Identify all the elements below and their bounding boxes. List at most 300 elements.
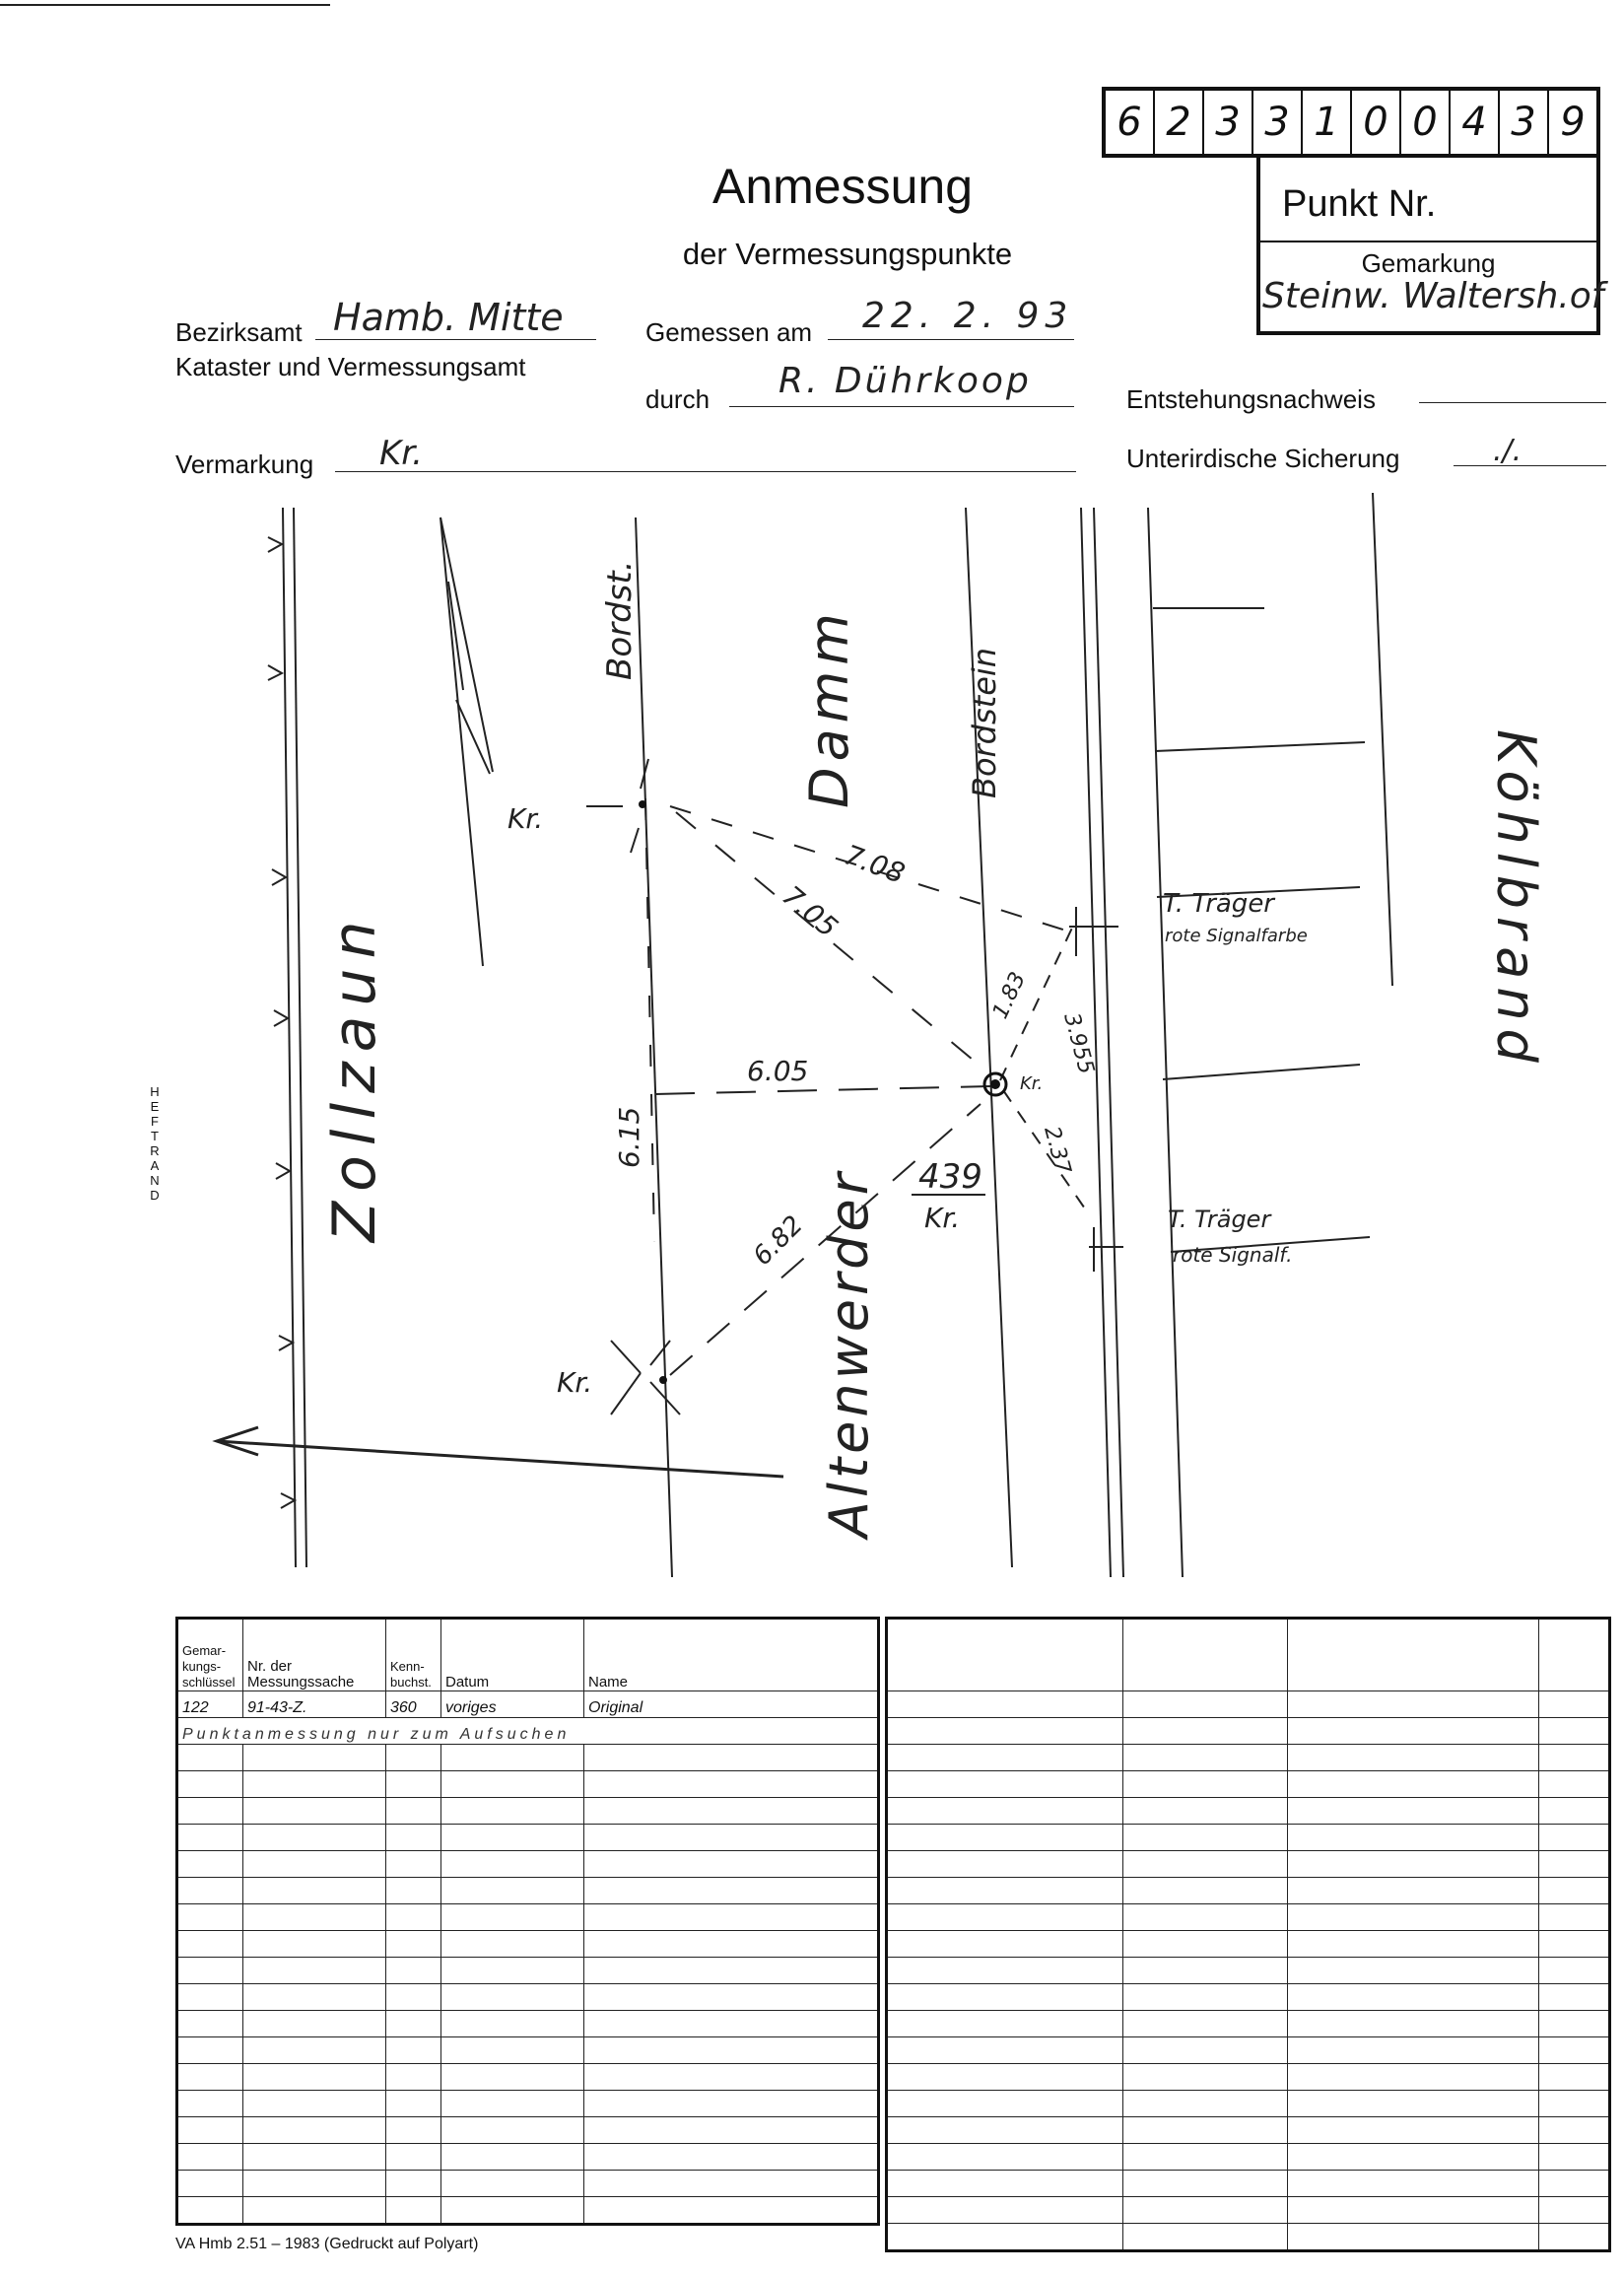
empty-cell <box>1539 1878 1610 1904</box>
empty-cell <box>441 2011 584 2037</box>
empty-cell <box>887 2091 1123 2117</box>
table-row <box>177 1691 879 1718</box>
empty-cell <box>386 1798 441 1825</box>
empty-cell <box>243 2011 386 2037</box>
empty-cell <box>243 1958 386 1984</box>
table-row <box>177 1718 879 1745</box>
table-row <box>887 2144 1610 2171</box>
empty-cell <box>887 1691 1123 1718</box>
empty-cell <box>243 2144 386 2171</box>
table-row <box>887 1691 1610 1718</box>
digit: 3 <box>1204 91 1253 154</box>
gemessen-label: Gemessen am <box>645 317 813 347</box>
empty-cell <box>1288 1851 1539 1878</box>
empty-cell <box>1539 1984 1610 2011</box>
empty-cell <box>584 2197 879 2225</box>
empty-cell <box>177 1798 243 1825</box>
fence-marker <box>279 1336 293 1350</box>
empty-cell <box>1539 1825 1610 1851</box>
empty-cell <box>887 2011 1123 2037</box>
table-row <box>887 2064 1610 2091</box>
kataster-label: Kataster und Vermessungsamt <box>175 352 526 381</box>
label-bordstein: Bordstein <box>966 647 1003 798</box>
empty-cell <box>1123 2144 1288 2171</box>
empty-cell <box>887 1958 1123 1984</box>
table-header-row <box>177 1619 879 1691</box>
table-row <box>887 1745 1610 1771</box>
empty-cell <box>441 2117 584 2144</box>
empty-cell <box>1123 1798 1288 1825</box>
table-row <box>887 1931 1610 1958</box>
empty-cell <box>1539 2064 1610 2091</box>
ledger-table-right <box>885 1617 1611 2252</box>
vermarkung-value: Kr. <box>379 434 423 473</box>
empty-cell <box>1123 2064 1288 2091</box>
empty-cell <box>243 1798 386 1825</box>
empty-cell <box>1288 2224 1539 2251</box>
table-row <box>887 1771 1610 1798</box>
label-damm: Damm <box>798 607 860 808</box>
table-row <box>177 1904 879 1931</box>
empty-cell <box>177 1745 243 1771</box>
empty-cell <box>243 2064 386 2091</box>
gemessen-line <box>828 339 1074 340</box>
empty-cell <box>1123 1691 1288 1718</box>
empty-cell <box>441 1878 584 1904</box>
empty-cell <box>386 1825 441 1851</box>
digit: 0 <box>1352 91 1401 154</box>
empty-cell <box>386 2171 441 2197</box>
quay-line <box>1094 508 1123 1577</box>
empty-cell <box>887 2224 1123 2251</box>
survey-sketch <box>0 493 1624 1597</box>
table-row <box>887 2091 1610 2117</box>
distance: 6.82 <box>747 1209 809 1272</box>
empty-cell <box>887 2171 1123 2197</box>
entstehung-line <box>1419 402 1606 403</box>
empty-cell <box>887 1745 1123 1771</box>
distance: 3.955 <box>1058 1010 1099 1077</box>
table-row <box>887 1825 1610 1851</box>
label-altenwerder: Altenwerder <box>818 1169 880 1538</box>
sicherung-line <box>1454 465 1606 466</box>
table-row <box>177 1825 879 1851</box>
cell: voriges <box>441 1691 584 1718</box>
table-row <box>177 2197 879 2225</box>
bezirksamt-value: Hamb. Mitte <box>333 296 564 339</box>
empty-cell <box>1288 1984 1539 2011</box>
empty-cell <box>584 1798 879 1825</box>
empty-cell <box>177 2011 243 2037</box>
empty-cell <box>177 2037 243 2064</box>
empty-cell <box>1539 1771 1610 1798</box>
distance: 6.15 <box>613 1106 645 1168</box>
empty-cell <box>584 1958 879 1984</box>
table-row <box>887 2171 1610 2197</box>
fence-line <box>294 508 306 1567</box>
empty-cell <box>1123 1771 1288 1798</box>
empty-cell <box>1539 1691 1610 1718</box>
empty-cell <box>1123 1904 1288 1931</box>
empty-cell <box>1288 1745 1539 1771</box>
empty-cell <box>243 2117 386 2144</box>
digit: 4 <box>1451 91 1500 154</box>
empty-cell <box>1539 1745 1610 1771</box>
empty-cell <box>887 2064 1123 2091</box>
quay-line <box>1373 493 1392 986</box>
table-row <box>177 1958 879 1984</box>
empty-cell <box>584 2037 879 2064</box>
digit: 1 <box>1303 91 1352 154</box>
cell: 91-43-Z. <box>243 1691 386 1718</box>
empty-cell <box>1123 1825 1288 1851</box>
empty-cell <box>386 1745 441 1771</box>
empty-cell <box>887 1851 1123 1878</box>
table-row <box>887 1984 1610 2011</box>
empty-cell <box>1539 2171 1610 2197</box>
empty-cell <box>441 2197 584 2225</box>
page-title: Anmessung <box>711 159 974 214</box>
north-arrow-line <box>440 518 483 966</box>
vermarkung-label: Vermarkung <box>175 449 314 479</box>
empty-cell <box>887 1771 1123 1798</box>
empty-cell <box>243 1771 386 1798</box>
label-bordst: Bordst. <box>600 560 640 680</box>
empty-cell <box>177 1904 243 1931</box>
empty-cell <box>243 1878 386 1904</box>
empty-cell <box>243 1851 386 1878</box>
table-row <box>887 2037 1610 2064</box>
label-zollzaun: Zollzaun <box>320 911 389 1242</box>
table-row <box>887 1958 1610 1984</box>
empty-cell <box>1288 1798 1539 1825</box>
table-row <box>177 1771 879 1798</box>
empty-cell <box>386 1878 441 1904</box>
empty-cell <box>386 1904 441 1931</box>
fence-marker <box>268 537 282 552</box>
empty-cell <box>1539 1931 1610 1958</box>
bezirksamt-label: Bezirksamt <box>175 317 303 347</box>
table-row <box>177 2011 879 2037</box>
table-row <box>177 1745 879 1771</box>
cell: 122 <box>177 1691 243 1718</box>
table-row <box>887 2011 1610 2037</box>
empty-cell <box>584 1878 879 1904</box>
table-row <box>177 1984 879 2011</box>
empty-cell <box>243 2197 386 2225</box>
table-header-row <box>887 1619 1610 1691</box>
table-row <box>887 1851 1610 1878</box>
fence-marker <box>281 1493 295 1508</box>
table-row <box>177 2171 879 2197</box>
cell: Original <box>584 1691 879 1718</box>
empty-cell <box>1539 1958 1610 1984</box>
table-row <box>887 1878 1610 1904</box>
empty-cell <box>584 1745 879 1771</box>
empty-cell <box>386 2064 441 2091</box>
empty-cell <box>1123 1931 1288 1958</box>
empty-cell <box>386 2037 441 2064</box>
empty-cell <box>177 1958 243 1984</box>
fence-marker <box>268 665 282 680</box>
table-row <box>177 1878 879 1904</box>
curb-line <box>636 518 672 1577</box>
empty-cell <box>1123 2197 1288 2224</box>
heftrand-label: HEFTRAND <box>150 1084 160 1203</box>
empty-cell <box>1539 2144 1610 2171</box>
empty-cell <box>887 2037 1123 2064</box>
divider <box>1260 241 1596 242</box>
durch-value: R. Dührkoop <box>778 361 1032 401</box>
table-row <box>177 1851 879 1878</box>
empty-cell <box>441 2037 584 2064</box>
empty-cell <box>584 2144 879 2171</box>
ledger-table-left <box>175 1617 880 2226</box>
digit: 3 <box>1500 91 1549 154</box>
empty-cell <box>243 1825 386 1851</box>
empty-cell <box>441 1745 584 1771</box>
empty-cell <box>887 1904 1123 1931</box>
table-row <box>177 2064 879 2091</box>
empty-cell <box>1288 1931 1539 1958</box>
empty-cell <box>441 1771 584 1798</box>
empty-cell <box>243 1984 386 2011</box>
gemarkung-value: Steinw. Waltersh.of <box>1262 276 1604 316</box>
header-cell: Name <box>584 1619 879 1691</box>
empty-cell <box>1288 2064 1539 2091</box>
point-number-box <box>1102 87 1600 158</box>
empty-cell <box>441 2171 584 2197</box>
empty-cell <box>1288 1691 1539 1718</box>
empty-cell <box>1123 2091 1288 2117</box>
empty-cell <box>887 1798 1123 1825</box>
empty-cell <box>177 1931 243 1958</box>
empty-cell <box>887 1825 1123 1851</box>
empty-cell <box>243 1904 386 1931</box>
entstehung-label: Entstehungsnachweis <box>1126 384 1376 414</box>
traeger-label: T. Träger <box>1168 1206 1271 1233</box>
empty-cell <box>177 1851 243 1878</box>
empty-cell <box>887 2197 1123 2224</box>
label-kr-bottom: Kr. <box>557 1366 593 1399</box>
empty-cell <box>386 1931 441 1958</box>
empty-cell <box>441 2091 584 2117</box>
header-cell: Datum <box>441 1619 584 1691</box>
empty-cell <box>584 1984 879 2011</box>
empty-cell <box>1123 2011 1288 2037</box>
empty-cell <box>584 1931 879 1958</box>
punkt-label: Punkt Nr. <box>1282 183 1437 225</box>
fence-marker <box>272 869 286 885</box>
empty-cell <box>584 2171 879 2197</box>
empty-cell <box>1288 1771 1539 1798</box>
page-subtitle: der Vermessungspunkte <box>682 237 1013 271</box>
header-cell: Nr. der Messungssache <box>243 1619 386 1691</box>
empty-cell <box>177 2144 243 2171</box>
cell: 360 <box>386 1691 441 1718</box>
distance: 2.37 <box>1039 1124 1076 1177</box>
empty-cell <box>441 1958 584 1984</box>
empty-cell <box>441 1904 584 1931</box>
durch-line <box>729 406 1074 407</box>
empty-cell <box>1539 1798 1610 1825</box>
empty-cell <box>887 1878 1123 1904</box>
sicherung-label: Unterirdische Sicherung <box>1126 444 1400 473</box>
table-row <box>177 2091 879 2117</box>
empty-cell <box>386 1771 441 1798</box>
empty-cell <box>1288 1825 1539 1851</box>
gemarkung-label: Gemarkung <box>1361 248 1496 278</box>
empty-cell <box>1123 1718 1288 1745</box>
empty-cell <box>243 2171 386 2197</box>
table-row <box>887 2117 1610 2144</box>
empty-cell <box>386 2117 441 2144</box>
sicherung-value: ./. <box>1493 434 1522 468</box>
survey-point <box>659 1376 667 1384</box>
empty-cell <box>1288 2011 1539 2037</box>
empty-cell <box>441 2064 584 2091</box>
empty-cell <box>386 2197 441 2225</box>
empty-cell <box>177 1771 243 1798</box>
empty-cell <box>887 1931 1123 1958</box>
distance: 7.05 <box>776 879 845 944</box>
empty-cell <box>1123 2037 1288 2064</box>
quay-line <box>1148 508 1183 1577</box>
empty-cell <box>1123 1958 1288 1984</box>
empty-cell <box>441 1798 584 1825</box>
empty-cell <box>177 2171 243 2197</box>
empty-cell <box>441 1851 584 1878</box>
empty-cell <box>243 2037 386 2064</box>
empty-cell <box>584 2091 879 2117</box>
empty-cell <box>177 1878 243 1904</box>
empty-cell <box>1123 2224 1288 2251</box>
empty-cell <box>386 2011 441 2037</box>
survey-point <box>639 800 646 808</box>
table-row <box>177 2037 879 2064</box>
empty-cell <box>1539 1851 1610 1878</box>
signal-label: rote Signalf. <box>1173 1243 1293 1267</box>
table-row <box>887 1718 1610 1745</box>
empty-cell <box>177 1984 243 2011</box>
empty-cell <box>1539 2224 1610 2251</box>
footer-note: VA Hmb 2.51 – 1983 (Gedruckt auf Polyart) <box>175 2236 479 2252</box>
point-label: 439 <box>918 1157 982 1197</box>
empty-cell <box>1539 2037 1610 2064</box>
distance: 6.05 <box>747 1055 809 1087</box>
empty-cell <box>584 2117 879 2144</box>
empty-cell <box>1539 1904 1610 1931</box>
empty-cell <box>441 2144 584 2171</box>
fence-marker <box>276 1163 290 1179</box>
empty-cell <box>1123 1851 1288 1878</box>
empty-cell <box>1288 2171 1539 2197</box>
empty-cell <box>177 2064 243 2091</box>
empty-cell <box>1123 1878 1288 1904</box>
empty-cell <box>1123 1984 1288 2011</box>
empty-cell <box>243 2091 386 2117</box>
distance: 7.08 <box>840 838 910 890</box>
empty-cell <box>386 1984 441 2011</box>
empty-cell <box>584 1851 879 1878</box>
empty-cell <box>1288 2091 1539 2117</box>
empty-cell <box>1539 2197 1610 2224</box>
traeger-label: T. Träger <box>1163 889 1275 919</box>
empty-cell <box>177 1825 243 1851</box>
digit: 3 <box>1253 91 1303 154</box>
table-row <box>887 1798 1610 1825</box>
empty-cell <box>584 2011 879 2037</box>
empty-cell <box>1288 2117 1539 2144</box>
empty-cell <box>441 1984 584 2011</box>
table-row <box>177 2117 879 2144</box>
scan-mark <box>0 4 330 6</box>
label-kr-top: Kr. <box>508 802 544 835</box>
empty-cell <box>386 1851 441 1878</box>
empty-cell <box>1123 2117 1288 2144</box>
gemessen-value: 22. 2. 93 <box>862 296 1074 336</box>
empty-cell <box>887 2144 1123 2171</box>
measure-line <box>676 812 990 1074</box>
empty-cell <box>1539 1718 1610 1745</box>
empty-cell <box>584 1825 879 1851</box>
signal-label: rote Signalfarbe <box>1165 926 1308 946</box>
empty-cell <box>1288 2144 1539 2171</box>
empty-cell <box>386 1958 441 1984</box>
empty-cell <box>1288 2197 1539 2224</box>
label-kr-center: Kr. <box>1020 1073 1044 1094</box>
digit: 0 <box>1401 91 1451 154</box>
table-row <box>887 1904 1610 1931</box>
empty-cell <box>887 1984 1123 2011</box>
empty-cell <box>887 2117 1123 2144</box>
table-row <box>177 1931 879 1958</box>
empty-cell <box>1123 2171 1288 2197</box>
empty-cell <box>1288 1958 1539 1984</box>
table-row <box>177 1798 879 1825</box>
empty-cell <box>386 2144 441 2171</box>
empty-cell <box>1539 2091 1610 2117</box>
empty-cell <box>441 1825 584 1851</box>
point-sub: Kr. <box>924 1202 961 1234</box>
digit: 9 <box>1560 100 1586 145</box>
punkt-box <box>1256 158 1604 335</box>
label-kohlbrand: Köhlbrand <box>1485 729 1547 1070</box>
vermarkung-line <box>335 471 1076 472</box>
empty-cell <box>243 1745 386 1771</box>
empty-cell <box>177 2091 243 2117</box>
empty-cell <box>1288 1904 1539 1931</box>
header-cell: Kenn-buchst. <box>386 1619 441 1691</box>
distance: 1.83 <box>987 968 1032 1023</box>
table-row <box>887 2224 1610 2251</box>
direction-arrow <box>217 1441 783 1477</box>
durch-label: durch <box>645 384 710 414</box>
note-cell: Punktanmessung nur zum Aufsuchen <box>177 1718 879 1745</box>
table-row <box>887 2197 1610 2224</box>
empty-cell <box>584 1771 879 1798</box>
header-cell: Gemar-kungs-schlüssel <box>177 1619 243 1691</box>
empty-cell <box>177 2197 243 2225</box>
empty-cell <box>1288 2037 1539 2064</box>
digit: 6 <box>1106 91 1155 154</box>
empty-cell <box>887 1718 1123 1745</box>
empty-cell <box>441 1931 584 1958</box>
measure-line <box>655 1086 990 1094</box>
empty-cell <box>1539 2117 1610 2144</box>
digit: 2 <box>1155 91 1204 154</box>
empty-cell <box>1288 1878 1539 1904</box>
